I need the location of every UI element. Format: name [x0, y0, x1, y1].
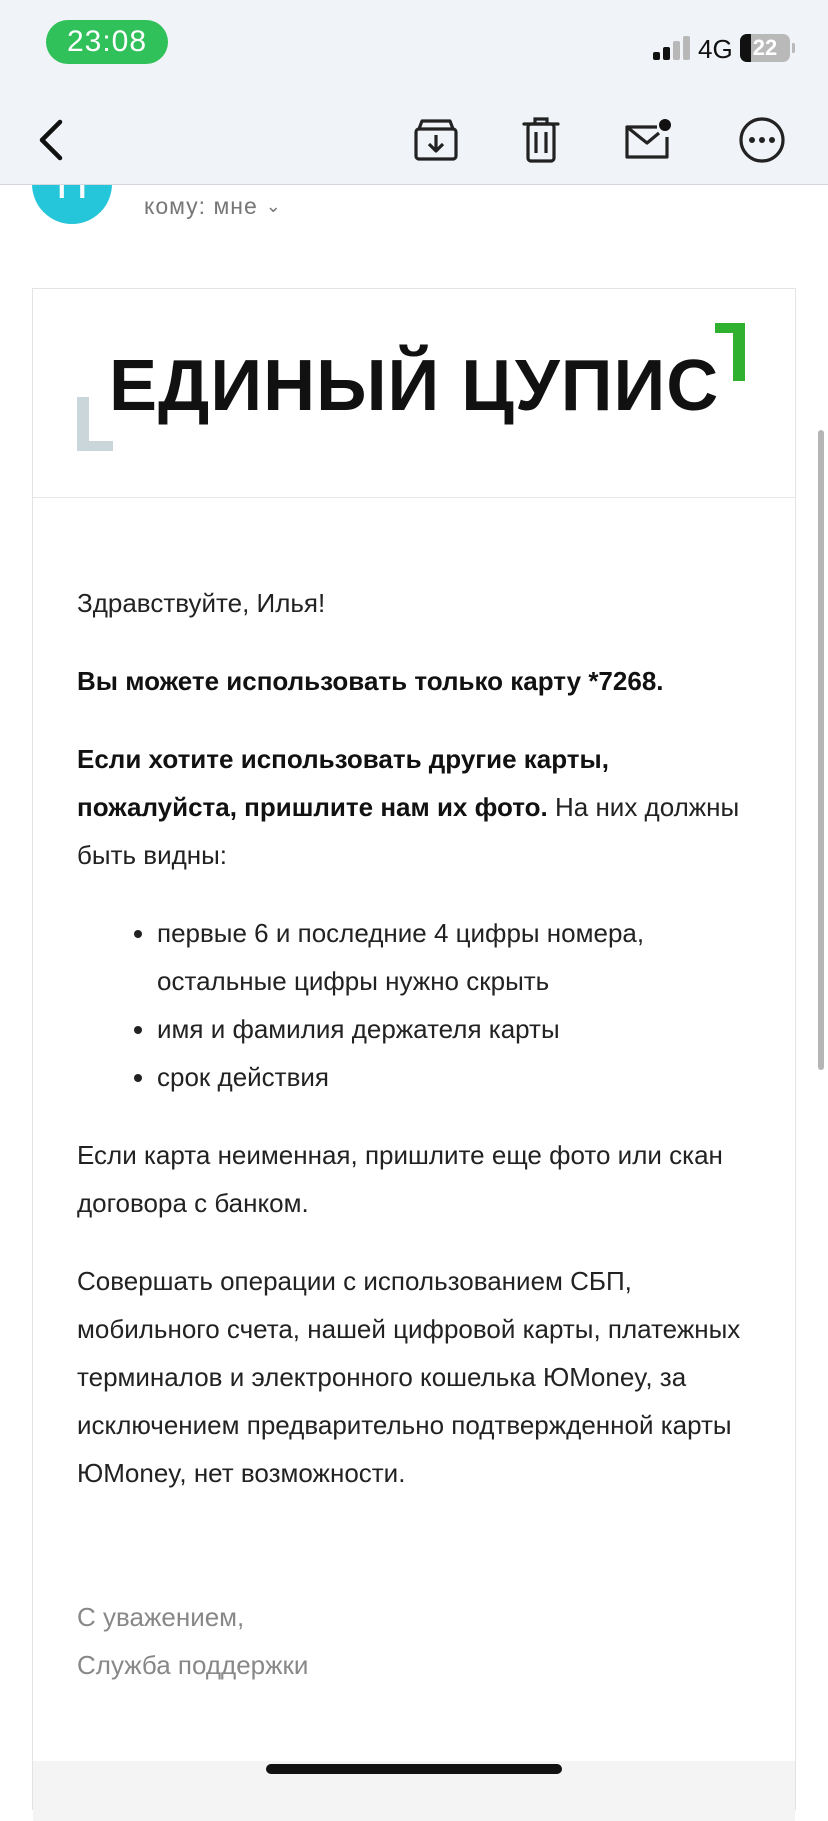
home-indicator[interactable] — [266, 1764, 562, 1774]
requirements-list — [77, 909, 757, 1101]
other-cards-paragraph — [77, 735, 757, 879]
cellular-signal-icon — [653, 36, 693, 60]
logo-corner-right — [715, 323, 745, 373]
more-button[interactable] — [734, 112, 790, 168]
email-logo-header — [33, 289, 795, 498]
mail-unread-icon — [623, 117, 673, 163]
archive-button[interactable] — [408, 112, 464, 168]
battery-icon — [740, 34, 790, 62]
list-item: • первые 6 и последние 4 цифры номера, остальные цифры нужно скрыть — [157, 909, 757, 1005]
unnamed-card-paragraph: Если карта неименная, пришлите еще фото или скан договора с банком. — [77, 1140, 723, 1218]
chevron-left-icon — [32, 116, 72, 164]
battery-tip — [792, 43, 795, 53]
scrollbar[interactable] — [818, 430, 824, 1070]
signoff — [77, 1593, 757, 1689]
chevron-down-icon: ⌄ — [265, 196, 282, 216]
list-item: • срок действия — [157, 1053, 757, 1101]
logo-corner-left — [77, 397, 113, 451]
battery-level: 22 — [752, 35, 778, 60]
more-horizontal-icon — [738, 116, 786, 164]
only-card-paragraph — [77, 657, 757, 705]
list-item: • имя и фамилия держателя карты — [157, 1005, 757, 1053]
recipient-label: кому: мне — [144, 193, 258, 219]
only-card-text: Вы можете использовать только карту *7268. — [77, 666, 664, 696]
mark-unread-button[interactable] — [620, 112, 676, 168]
recipient-toggle[interactable] — [144, 193, 282, 220]
logo-text: ЕДИНЫЙ ЦУПИС — [109, 346, 720, 426]
back-button[interactable] — [24, 112, 80, 168]
email-card — [32, 288, 796, 1810]
email-body — [77, 579, 757, 1689]
top-bar — [0, 0, 828, 185]
greeting: Здравствуйте, Илья! — [77, 588, 326, 618]
other-cards-rest: На них должны быть видны: — [77, 792, 740, 870]
signoff-line: С уважением, — [77, 1602, 245, 1632]
other-cards-bold: Если хотите использовать другие карты, пожалуйста, пришлите нам их фото. — [77, 744, 609, 822]
delete-button[interactable] — [513, 112, 569, 168]
trash-icon — [521, 116, 561, 164]
restrictions-paragraph: Совершать операции с использованием СБП, мобильного счета, нашей цифровой карты, платежных терминалов и электронного кошелька ЮMoney, за исключением предварительно подтвержденной карты ЮMoney, нет возможности. — [77, 1266, 741, 1488]
status-time: 23:08 — [46, 20, 168, 64]
network-type: 4G — [698, 34, 733, 64]
signoff-signature: Служба поддержки — [77, 1650, 309, 1680]
archive-download-icon — [413, 117, 459, 163]
